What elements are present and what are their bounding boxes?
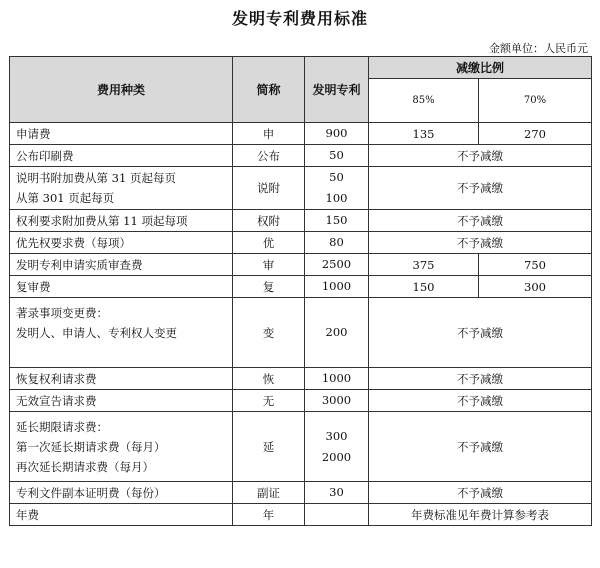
fee-name: 公布印刷费 [10,145,233,167]
table-row [10,123,592,145]
fee-amount: 150 [305,210,369,232]
table-row [10,504,592,526]
fee-amount: 50 [305,145,369,167]
fee-amount: 50 100 [305,167,369,210]
currency-unit: 金额单位：人民币元 [489,42,588,55]
fee-amount: 80 [305,232,369,254]
fee-abbr: 优 [233,232,305,254]
fee-abbr: 恢 [233,368,305,390]
header-reduction: 减缴比例 [369,57,592,79]
reduction-note: 不予减缴 [369,390,592,412]
fee-name: 延长期限请求费： 第一次延长期请求费（每月） 再次延长期请求费（每月） [10,412,233,482]
fee-name: 专利文件副本证明费（每份） [10,482,233,504]
table-row [10,298,592,368]
fee-name: 发明专利申请实质审查费 [10,254,233,276]
fee-name: 著录事项变更费： 发明人、申请人、专利权人变更 [10,298,233,368]
fee-name: 恢复权利请求费 [10,368,233,390]
fee-abbr: 复 [233,276,305,298]
table-row [10,145,592,167]
table-row [10,210,592,232]
reduction-note: 年费标准见年费计算参考表 [369,504,592,526]
fee-abbr: 年 [233,504,305,526]
fee-name: 申请费 [10,123,233,145]
reduction-note: 不予减缴 [369,368,592,390]
fee-abbr: 无 [233,390,305,412]
table-row [10,368,592,390]
reduction-note: 不予减缴 [369,167,592,210]
reduction-85: 150 [369,276,479,298]
table-row [10,482,592,504]
fee-name: 说明书附加费从第 31 页起每页 从第 301 页起每页 [10,167,233,210]
reduction-70: 750 [479,254,592,276]
fee-abbr: 说附 [233,167,305,210]
fee-abbr: 权附 [233,210,305,232]
fee-abbr: 公布 [233,145,305,167]
fee-amount [305,504,369,526]
reduction-note: 不予减缴 [369,210,592,232]
fee-amount: 200 [305,298,369,368]
fee-amount: 2500 [305,254,369,276]
fee-abbr: 副证 [233,482,305,504]
table-row [10,167,592,210]
reduction-note: 不予减缴 [369,232,592,254]
fee-name: 复审费 [10,276,233,298]
fee-amount: 300 2000 [305,412,369,482]
fee-amount: 30 [305,482,369,504]
fee-abbr: 审 [233,254,305,276]
fee-name: 优先权要求费（每项） [10,232,233,254]
table-row [10,276,592,298]
reduction-70: 300 [479,276,592,298]
table-row [10,232,592,254]
header-abbr: 简称 [233,57,305,123]
reduction-note: 不予减缴 [369,482,592,504]
fee-name: 权利要求附加费从第 11 项起每项 [10,210,233,232]
fee-amount: 3000 [305,390,369,412]
fee-amount: 1000 [305,368,369,390]
fee-name: 年费 [10,504,233,526]
fee-name: 无效宣告请求费 [10,390,233,412]
fee-abbr: 申 [233,123,305,145]
reduction-85: 375 [369,254,479,276]
fee-amount: 1000 [305,276,369,298]
fee-abbr: 延 [233,412,305,482]
header-fee: 发明专利 [305,57,369,123]
table-row [10,254,592,276]
reduction-note: 不予减缴 [369,145,592,167]
header-70: 70% [479,79,592,123]
header-85: 85% [369,79,479,123]
page-title: 发明专利费用标准 [231,9,368,28]
reduction-70: 270 [479,123,592,145]
reduction-note: 不予减缴 [369,298,592,368]
fee-amount: 900 [305,123,369,145]
reduction-note: 不予减缴 [369,412,592,482]
fee-table [9,56,592,526]
table-row [10,412,592,482]
header-fee-type: 费用种类 [10,57,233,123]
table-row [10,390,592,412]
fee-abbr: 变 [233,298,305,368]
reduction-85: 135 [369,123,479,145]
